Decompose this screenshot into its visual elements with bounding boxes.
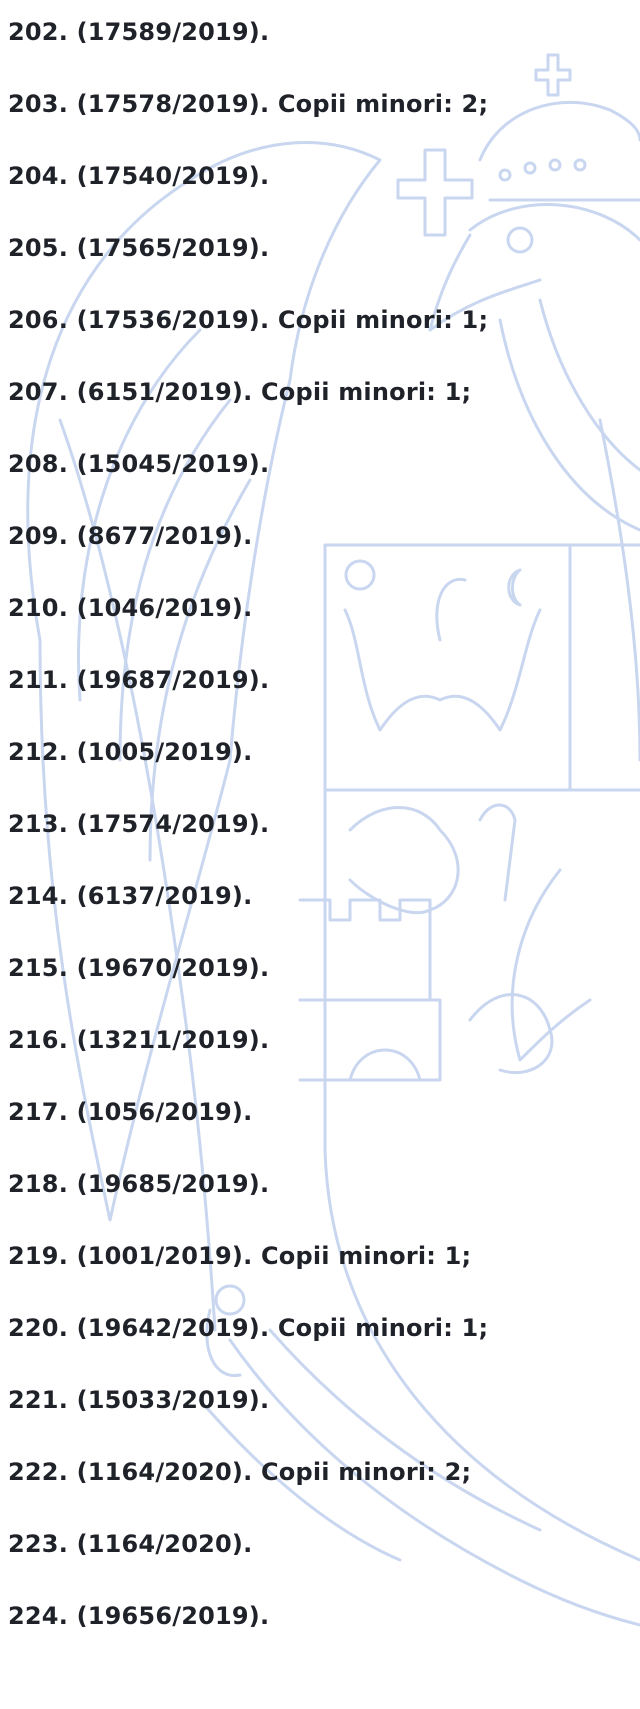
list-item: 215. (19670/2019). <box>8 954 270 982</box>
list-item: 202. (17589/2019). <box>8 18 270 46</box>
list-item: 217. (1056/2019). <box>8 1098 253 1126</box>
list-item: 222. (1164/2020). Copii minori: 2; <box>8 1458 472 1486</box>
list-item: 224. (19656/2019). <box>8 1602 270 1630</box>
list-item: 223. (1164/2020). <box>8 1530 253 1558</box>
list-item: 214. (6137/2019). <box>8 882 253 910</box>
list-item: 210. (1046/2019). <box>8 594 253 622</box>
list-item: 216. (13211/2019). <box>8 1026 270 1054</box>
list-item: 221. (15033/2019). <box>8 1386 270 1414</box>
list-item: 208. (15045/2019). <box>8 450 270 478</box>
list-item: 207. (6151/2019). Copii minori: 1; <box>8 378 472 406</box>
list-item: 203. (17578/2019). Copii minori: 2; <box>8 90 489 118</box>
list-item: 212. (1005/2019). <box>8 738 253 766</box>
list-item: 205. (17565/2019). <box>8 234 270 262</box>
list-item: 213. (17574/2019). <box>8 810 270 838</box>
list-item: 206. (17536/2019). Copii minori: 1; <box>8 306 489 334</box>
list-item: 209. (8677/2019). <box>8 522 253 550</box>
list-item: 219. (1001/2019). Copii minori: 1; <box>8 1242 472 1270</box>
list-item: 220. (19642/2019). Copii minori: 1; <box>8 1314 489 1342</box>
list-item: 211. (19687/2019). <box>8 666 270 694</box>
list-item: 218. (19685/2019). <box>8 1170 270 1198</box>
list-item: 204. (17540/2019). <box>8 162 270 190</box>
